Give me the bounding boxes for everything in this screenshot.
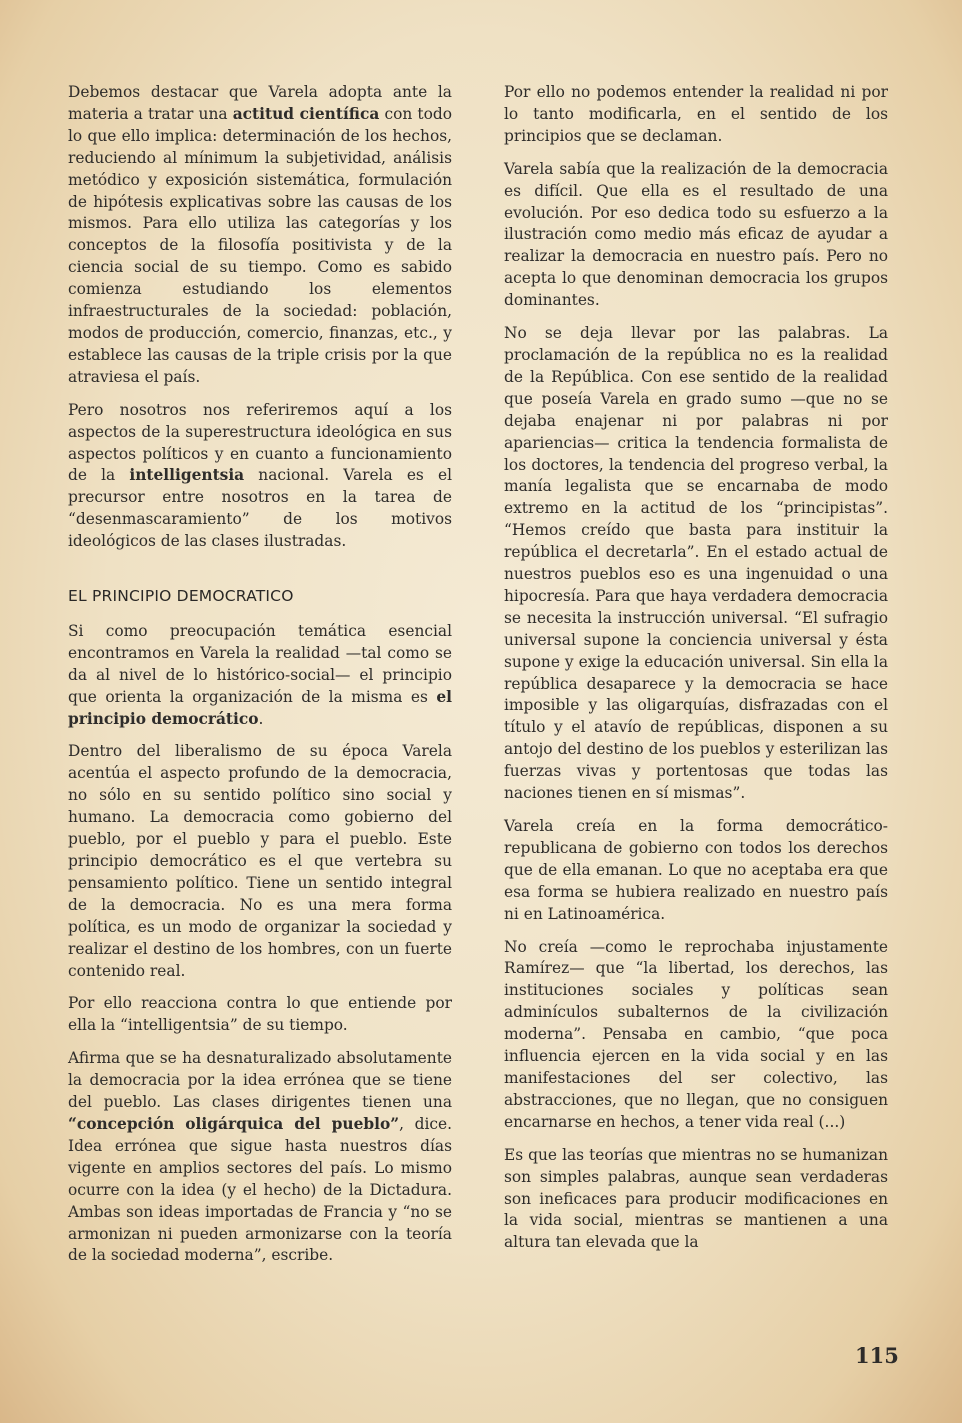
paragraph: Por ello no podemos entender la realidad ni por lo tanto modificarla, en el sentido de los principios que se declaman.	[504, 83, 888, 145]
paragraph: Por ello reacciona contra lo que entiende por ella la “intelligentsia” de su tiempo.	[68, 994, 452, 1035]
paragraph: Es que las teorías que mientras no se humanizan son simples palabras, aunque sean verdaderas son ineficaces para producir modificaciones en la vida social, mientras se mantienen a una altura tan elevada que la	[504, 1145, 888, 1252]
emphasis-text: el principio democrático	[68, 687, 452, 728]
paragraph-text: nacional. Varela es el precursor entre nosotros en la tarea de “desenmascaramiento” de los motivos ideológicos de las clases ilustradas.	[68, 466, 452, 551]
paragraph: Varela creía en la forma democrático-republicana de gobierno con todos los derechos que de ella emanan. Lo que no aceptaba era que esa forma se hubiera realizado en nuestro país ni en Latinoamérica.	[504, 817, 888, 923]
paragraph-text: Pero nosotros nos referiremos aquí a los aspectos de la superestructura ideológica en sus aspectos políticos y en cuanto a funcionamiento de la	[68, 400, 452, 485]
paragraph	[68, 1048, 452, 1267]
paragraph	[68, 400, 452, 553]
paragraph: No se deja llevar por las palabras. La proclamación de la república no es la realidad de la República. Con ese sentido de la realidad que poseía Varela en grado sumo —que no se dejaba enajenar ni por palabras ni por apariencias— critica la tendencia formalista de los doctores, la tendencia del progreso verbal, la manía legalista que se encarnaba de modo extremo en la actitud de los “principistas”. “Hemos creído que basta para instituir la república el decretarla”. En el estado actual de nuestros pueblos eso es una ingenuidad o una hipocresía. Para que haya verdadera democracia se necesita la instrucción universal. “El sufragio universal supone la conciencia universal y ésta supone y exige la educación universal. Sin ella la república desaparece y la democracia se hace imposible y las oligarquías, disfrazadas con el título y el atavío de repúblicas, disponen a su antojo del destino de los pueblos y esterilizan las fuerzas vivas y portentosas que todas las naciones tienen en sí mismas”.	[504, 324, 888, 803]
left-column	[68, 82, 452, 1278]
paragraph-text: Afirma que se ha desnaturalizado absolutamente la democracia por la idea errónea que se tiene del pueblo. Las clases dirigentes tienen una	[68, 1049, 452, 1112]
paragraph-text: , dice. Idea errónea que sigue hasta nuestros días vigente en amplios sectores del país. Lo mismo ocurre con la idea (y el hecho) de la Dictadura. Ambas son ideas importadas de Francia y “no se armonizan ni pueden armonizarse con la teoría de la sociedad moderna”, escribe.	[68, 1114, 452, 1265]
paragraph: Varela sabía que la realización de la democracia es difícil. Que ella es el resultado de una evolución. Por eso dedica todo su esfuerzo a la ilustración como medio más eficaz de ayudar a realizar la democracia en nuestro país. Pero no acepta lo que denominan democracia los grupos dominantes.	[504, 159, 888, 310]
paragraph-text: Si como preocupación temática esencial encontramos en Varela la realidad —tal como se da al nivel de lo histórico-social— el principio que orienta la organización de la misma es	[68, 621, 452, 706]
emphasis-text: “concepción oligárquica del pueblo”	[68, 1114, 400, 1133]
paragraph: Dentro del liberalismo de su época Varela acentúa el aspecto profundo de la democracia, no sólo en su sentido político sino social y humano. La democracia como gobierno del pueblo, por el pueblo y para el pueblo. Este principio democrático es el que vertebra su pensamiento político. Tiene un sentido integral de la democracia. No es una mera forma política, es un modo de organizar la sociedad y realizar el destino de los hombres, con un fuerte contenido real.	[68, 742, 452, 980]
paragraph-text: .	[258, 709, 264, 728]
right-column	[504, 82, 888, 1265]
paragraph-text: Debemos destacar que Varela adopta ante la materia a tratar una	[68, 83, 452, 123]
paragraph-text: con todo lo que ello implica: determinación de los hechos, reduciendo al mínimum la subjetividad, análisis metódico y exposición sistemática, formulación de hipótesis explicativas sobre las causas de los mismos. Para ello utiliza las categorías y los conceptos de la filosofía positivista y de la ciencia social de su tiempo. Como es sabido comienza estudiando los elementos infraestructurales de la sociedad: población, modos de producción, comercio, finanzas, etc., y establece las causas de la triple crisis por la que atraviesa el país.	[68, 104, 452, 386]
section-heading: EL PRINCIPIO DEMOCRATICO	[68, 587, 294, 606]
paragraph	[68, 621, 452, 731]
emphasis-text: actitud científica	[232, 104, 380, 123]
page-number: 115	[855, 1343, 899, 1368]
emphasis-text: intelligentsia	[129, 466, 245, 485]
paragraph: No creía —como le reprochaba injustamente Ramírez— que “la libertad, los derechos, las instituciones sociales y políticas sean adminículos subalternos de la civilización moderna”. Pensaba en cambio, “que poca influencia ejercen en la vida social y en las manifestaciones del ser colectivo, las abstracciones, que no llegan, que no consiguen encarnarse en hechos, a tener vida real (...)	[504, 937, 888, 1131]
paragraph	[68, 82, 452, 389]
